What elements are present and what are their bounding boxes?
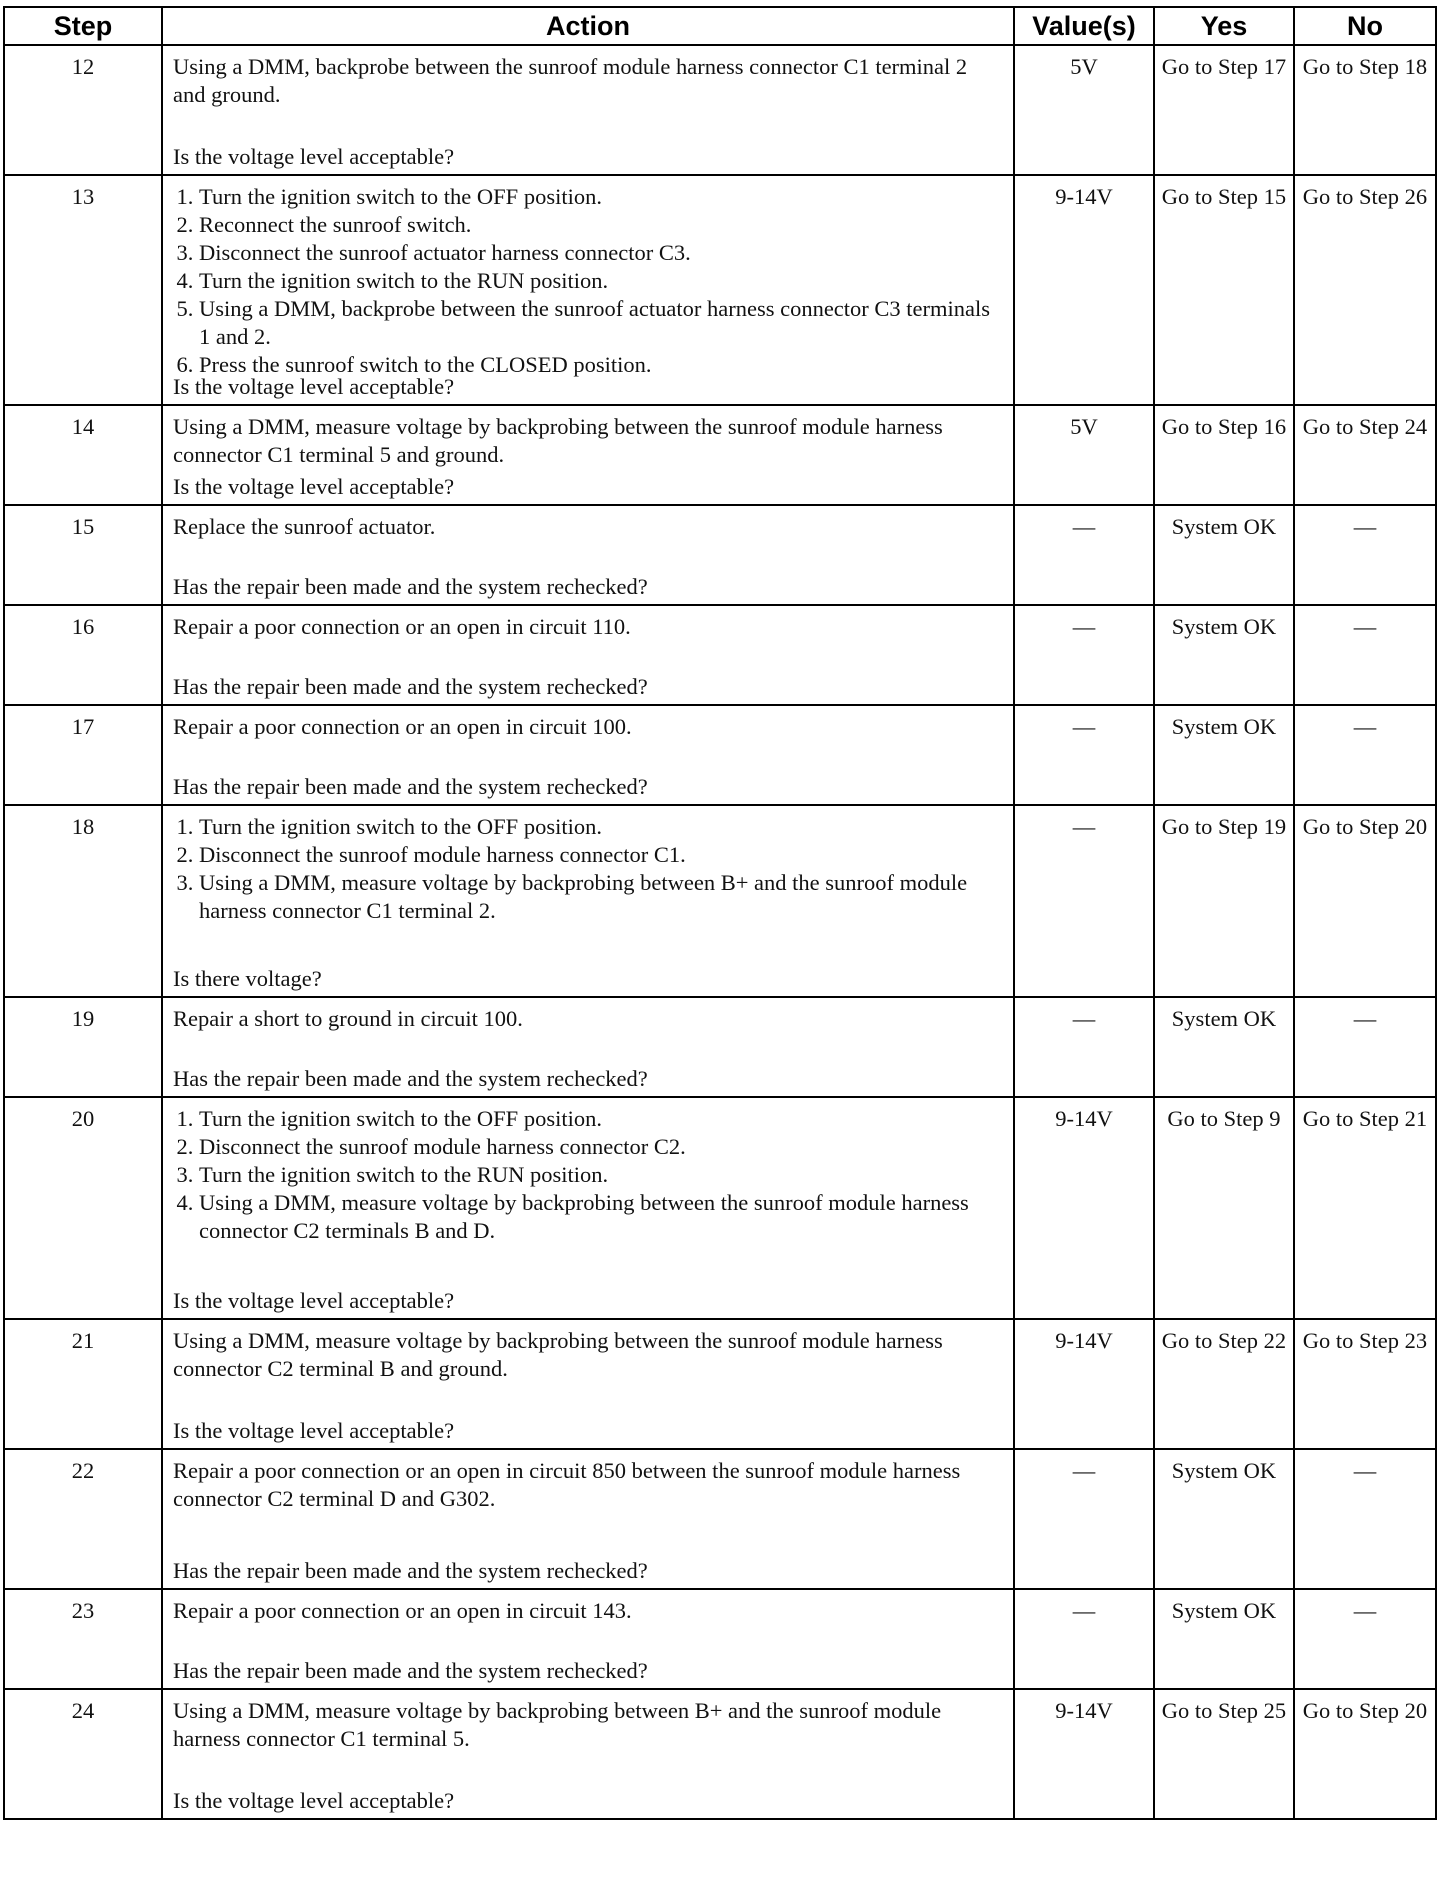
action-cell [162,45,1014,175]
action-step-item: 1. Turn the ignition switch to the OFF position. [199,183,999,211]
yes-cell [1154,175,1294,405]
action-step-item: 1. Turn the ignition switch to the OFF position. [199,813,999,841]
action-question: Is the voltage level acceptable? [173,144,455,169]
value-text: 9-14V [1055,1698,1113,1723]
no-cell [1294,1319,1436,1449]
step-number: 12 [71,54,95,79]
action-cell [162,175,1014,405]
yes-result: Go to Step 25 [1161,1698,1287,1723]
value-cell [1014,997,1154,1097]
no-result: Go to Step 24 [1302,414,1428,439]
action-text: Using a DMM, measure voltage by backprobing between the sunroof module harness connector C2 terminal B and ground. [173,1328,943,1381]
diagnostic-table [3,6,1437,1820]
value-text: — [1072,514,1096,539]
no-cell [1294,605,1436,705]
action-question: Has the repair been made and the system rechecked? [173,774,648,799]
yes-result: System OK [1171,514,1277,539]
action-step-item: 4. Using a DMM, measure voltage by backprobing between the sunroof module harness connector C2 terminals B and D. [199,1189,999,1245]
header-yes: Yes [1154,7,1294,45]
no-cell [1294,175,1436,405]
no-result: — [1353,1598,1377,1623]
value-text: — [1072,814,1096,839]
yes-result: System OK [1171,714,1277,739]
value-text: — [1072,714,1096,739]
action-step-item: 3. Disconnect the sunroof actuator harness connector C3. [199,239,999,267]
action-steps-list [173,1105,999,1245]
header-no: No [1294,7,1436,45]
no-cell [1294,1689,1436,1819]
table-row [4,505,1436,605]
yes-cell [1154,705,1294,805]
action-cell [162,705,1014,805]
step-number: 24 [71,1698,95,1723]
action-question: Is there voltage? [173,966,322,991]
step-number: 23 [71,1598,95,1623]
yes-cell [1154,1097,1294,1319]
action-step-item: 4. Turn the ignition switch to the RUN position. [199,267,999,295]
table-row [4,605,1436,705]
step-cell [4,175,162,405]
value-cell [1014,1319,1154,1449]
step-cell [4,1689,162,1819]
action-cell [162,505,1014,605]
header-step: Step [4,7,162,45]
no-cell [1294,1449,1436,1589]
action-text: Repair a poor connection or an open in circuit 110. [173,614,631,639]
step-cell [4,705,162,805]
action-step-item: 6. Press the sunroof switch to the CLOSED position. [199,351,999,379]
yes-result: Go to Step 17 [1161,54,1287,79]
yes-cell [1154,1689,1294,1819]
action-cell [162,1449,1014,1589]
table-row [4,805,1436,997]
value-cell [1014,175,1154,405]
table-row [4,1689,1436,1819]
action-text: Using a DMM, backprobe between the sunroof module harness connector C1 terminal 2 and ground. [173,54,968,107]
no-cell [1294,705,1436,805]
yes-cell [1154,1589,1294,1689]
action-text: Using a DMM, measure voltage by backprobing between the sunroof module harness connector C1 terminal 5 and ground. [173,414,943,467]
header-row [4,7,1436,45]
value-text: — [1072,1458,1096,1483]
yes-cell [1154,1319,1294,1449]
value-text: — [1072,614,1096,639]
action-step-item: 2. Disconnect the sunroof module harness connector C2. [199,1133,999,1161]
no-cell [1294,1097,1436,1319]
value-cell [1014,45,1154,175]
value-cell [1014,405,1154,505]
no-result: — [1353,1458,1377,1483]
step-number: 19 [71,1006,95,1031]
value-text: 5V [1070,414,1098,439]
step-number: 20 [71,1106,95,1131]
step-number: 17 [71,714,95,739]
action-text: Repair a short to ground in circuit 100. [173,1006,523,1031]
step-cell [4,605,162,705]
no-result: Go to Step 21 [1302,1106,1428,1131]
value-cell [1014,1689,1154,1819]
no-cell [1294,1589,1436,1689]
no-result: Go to Step 20 [1302,1698,1428,1723]
action-cell [162,805,1014,997]
value-cell [1014,505,1154,605]
action-cell [162,405,1014,505]
step-number: 14 [71,414,95,439]
yes-cell [1154,805,1294,997]
value-text: — [1072,1598,1096,1623]
value-cell [1014,705,1154,805]
step-cell [4,405,162,505]
yes-result: Go to Step 9 [1167,1106,1281,1131]
table-body [4,45,1436,1819]
table-row [4,175,1436,405]
step-cell [4,45,162,175]
value-cell [1014,1589,1154,1689]
header-action: Action [162,7,1014,45]
table-row [4,1319,1436,1449]
action-cell [162,1689,1014,1819]
action-text: Replace the sunroof actuator. [173,514,436,539]
yes-result: System OK [1171,1458,1277,1483]
step-number: 22 [71,1458,95,1483]
no-cell [1294,45,1436,175]
action-question: Has the repair been made and the system rechecked? [173,1658,648,1683]
no-result: — [1353,614,1377,639]
no-result: Go to Step 23 [1302,1328,1428,1353]
action-cell [162,1097,1014,1319]
action-cell [162,1589,1014,1689]
value-text: 9-14V [1055,1106,1113,1131]
no-cell [1294,405,1436,505]
yes-cell [1154,605,1294,705]
step-cell [4,1589,162,1689]
action-step-item: 1. Turn the ignition switch to the OFF position. [199,1105,999,1133]
no-cell [1294,997,1436,1097]
action-question: Is the voltage level acceptable? [173,1288,455,1313]
yes-result: Go to Step 16 [1161,414,1287,439]
table-row [4,1449,1436,1589]
table-row [4,45,1436,175]
action-text: Repair a poor connection or an open in circuit 100. [173,714,632,739]
step-number: 18 [71,814,95,839]
yes-cell [1154,45,1294,175]
yes-result: System OK [1171,1006,1277,1031]
step-number: 13 [71,184,95,209]
yes-result: Go to Step 15 [1161,184,1287,209]
table-row [4,405,1436,505]
action-cell [162,1319,1014,1449]
no-cell [1294,505,1436,605]
step-cell [4,505,162,605]
value-text: 9-14V [1055,184,1113,209]
step-number: 15 [71,514,95,539]
step-number: 16 [71,614,95,639]
step-cell [4,805,162,997]
action-text: Repair a poor connection or an open in circuit 850 between the sunroof module harness connector C2 terminal D and G302. [173,1458,961,1511]
yes-cell [1154,1449,1294,1589]
table-row [4,997,1436,1097]
step-cell [4,1097,162,1319]
no-result: Go to Step 18 [1302,54,1428,79]
no-result: — [1353,1006,1377,1031]
action-cell [162,605,1014,705]
value-text: 5V [1070,54,1098,79]
action-text: Using a DMM, measure voltage by backprobing between B+ and the sunroof module harness connector C1 terminal 5. [173,1698,942,1751]
no-result: Go to Step 20 [1302,814,1428,839]
yes-result: System OK [1171,614,1277,639]
no-cell [1294,805,1436,997]
table-row [4,1097,1436,1319]
yes-result: System OK [1171,1598,1277,1623]
action-question: Is the voltage level acceptable? [173,474,455,499]
action-step-item: 2. Reconnect the sunroof switch. [199,211,999,239]
no-result: — [1353,714,1377,739]
value-cell [1014,1449,1154,1589]
value-cell [1014,605,1154,705]
value-text: 9-14V [1055,1328,1113,1353]
action-steps-list [173,183,999,379]
step-cell [4,1319,162,1449]
no-result: — [1353,514,1377,539]
diagnostic-table-page [3,6,1435,1820]
action-step-item: 3. Turn the ignition switch to the RUN position. [199,1161,999,1189]
yes-result: Go to Step 19 [1161,814,1287,839]
table-row [4,1589,1436,1689]
action-question: Has the repair been made and the system rechecked? [173,1066,648,1091]
value-cell [1014,805,1154,997]
no-result: Go to Step 26 [1302,184,1428,209]
action-question: Has the repair been made and the system rechecked? [173,674,648,699]
value-cell [1014,1097,1154,1319]
step-cell [4,997,162,1097]
action-step-item: 3. Using a DMM, measure voltage by backprobing between B+ and the sunroof module harness connector C1 terminal 2. [199,869,999,925]
action-question: Is the voltage level acceptable? [173,374,455,399]
yes-cell [1154,505,1294,605]
action-question: Has the repair been made and the system rechecked? [173,574,648,599]
header-values: Value(s) [1014,7,1154,45]
value-text: — [1072,1006,1096,1031]
action-steps-list [173,813,999,925]
table-row [4,705,1436,805]
action-step-item: 5. Using a DMM, backprobe between the sunroof actuator harness connector C3 terminals 1 and 2. [199,295,999,351]
action-question: Has the repair been made and the system rechecked? [173,1558,648,1583]
yes-result: Go to Step 22 [1161,1328,1287,1353]
action-step-item: 2. Disconnect the sunroof module harness connector C1. [199,841,999,869]
action-question: Is the voltage level acceptable? [173,1788,455,1813]
step-cell [4,1449,162,1589]
yes-cell [1154,997,1294,1097]
action-text: Repair a poor connection or an open in circuit 143. [173,1598,632,1623]
step-number: 21 [71,1328,95,1353]
yes-cell [1154,405,1294,505]
action-cell [162,997,1014,1097]
action-question: Is the voltage level acceptable? [173,1418,455,1443]
